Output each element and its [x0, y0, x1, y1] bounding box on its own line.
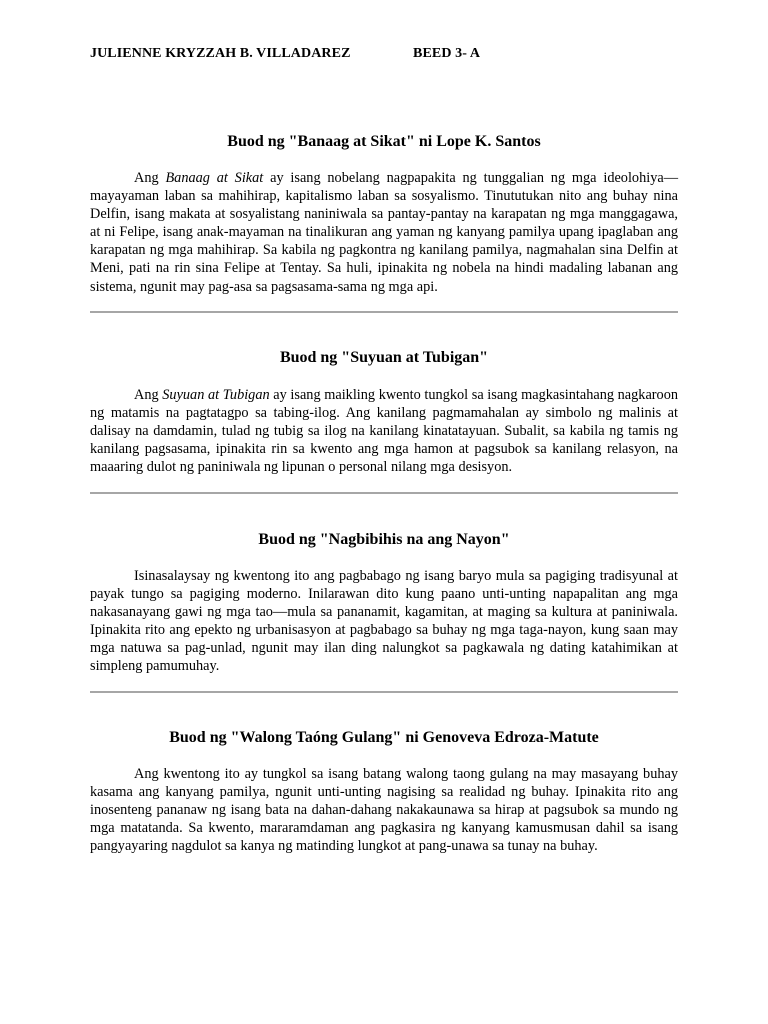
class-section: BEED 3- A: [413, 46, 481, 61]
summary-section-walong-taong-gulang: [90, 728, 678, 855]
document-header: [90, 46, 480, 62]
section-paragraph: Ang kwentong ito ay tungkol sa isang batang walong taong gulang na may masayang buhay kasama ang kanyang pamilya, ngunit unti-unting nagising sa realidad ng buhay. Ipinakita rito ang inosenteng pananaw ng isang bata na dahan-dahang nakakaunawa sa hirap at pagsubok sa mundo ng mga matatanda. Sa kwento, mararamdaman ang pagkasira ng kanyang kamusmusan dahil sa isang pangyayaring nagdulot sa kanya ng matinding lungkot at pang-unawa sa tunay na buhay.: [90, 766, 678, 855]
paragraph-body: ay isang maikling kwento tungkol sa isang magkasintahang nagkaroon ng matamis na pagtatagpo sa tabing-ilog. Ang kanilang pagmamahalan ay simbolo ng malinis at dalisay na damdamin, tulad ng tubig sa ilog na kanilang kinatatayuan. Subalit, sa kabila ng tamis ng kanilang pagsasama, ipinakita rin sa kwento ang mga hamon at pagsubok sa kanilang relasyon, na maaaring dulot ng paniniwala ng lipunan o personal nilang mga desisyon.: [90, 387, 679, 476]
paragraph-body: ay isang nobelang nagpapakita ng tunggalian ng mga ideolohiya—mayayaman laban sa mahihirap, kapitalismo laban sa sosyalismo. Tinututukan nito ang buhay nina Delfin, isang makata at sosyalistang naniniwala sa pantay-pantay na karapatan ng mga manggagawa, at ni Felipe, isang anak-mayaman na tinalikuran ang yaman ng kanyang pamilya upang ipaglaban ang karapatan ng mga mahihirap. Sa kabila ng pagkontra ng kanilang pamilya, nagmahalan sina Delfin at Meni, pati na rin sina Felipe at Tentay. Sa huli, ipinakita ng nobela na hindi madaling labanan ang sistema, ngunit may pag-asa sa pagsasama-sama ng mga api.: [90, 170, 678, 295]
section-divider: [90, 311, 678, 313]
section-divider: [90, 492, 678, 494]
paragraph-intro: Ang: [134, 387, 163, 403]
summary-section-nagbibihis-na-ang-nayon: [90, 530, 678, 676]
section-paragraph: [90, 169, 678, 296]
summary-section-banaag-at-sikat: [90, 132, 678, 296]
summary-section-suyuan-at-tubigan: [90, 348, 678, 476]
paragraph-intro: Ang: [134, 170, 166, 186]
book-title-italic: Banaag at Sikat: [165, 170, 264, 186]
story-title-italic: Suyuan at Tubigan: [162, 387, 270, 403]
section-paragraph: Isinasalaysay ng kwentong ito ang pagbabago ng isang baryo mula sa pagiging tradisyunal at payak tungo sa pagiging moderno. Inilarawan dito kung paano unti-unting napapalitan ang mga nakasanayang gawi ng mga tao—mula sa pananamit, kagamitan, at maging sa kultura at paniniwala. Ipinakita rito ang epekto ng urbanisasyon at pagbabago sa buhay ng mga taga-nayon, kung saan may mga natuwa sa pag-unlad, ngunit may ilan ding nalungkot sa pagkawala ng dating katahimikan at simpleng pamumuhay.: [90, 568, 678, 675]
section-paragraph: [90, 386, 678, 476]
section-title: Buod ng "Walong Taóng Gulang" ni Genoveva Edroza-Matute: [169, 729, 599, 746]
section-title: Buod ng "Nagbibihis na ang Nayon": [258, 531, 510, 548]
section-title: Buod ng "Suyuan at Tubigan": [279, 349, 489, 366]
student-name: JULIENNE KRYZZAH B. VILLADAREZ: [90, 46, 351, 61]
section-title: Buod ng "Banaag at Sikat" ni Lope K. Santos: [227, 133, 541, 150]
section-divider: [90, 691, 678, 693]
